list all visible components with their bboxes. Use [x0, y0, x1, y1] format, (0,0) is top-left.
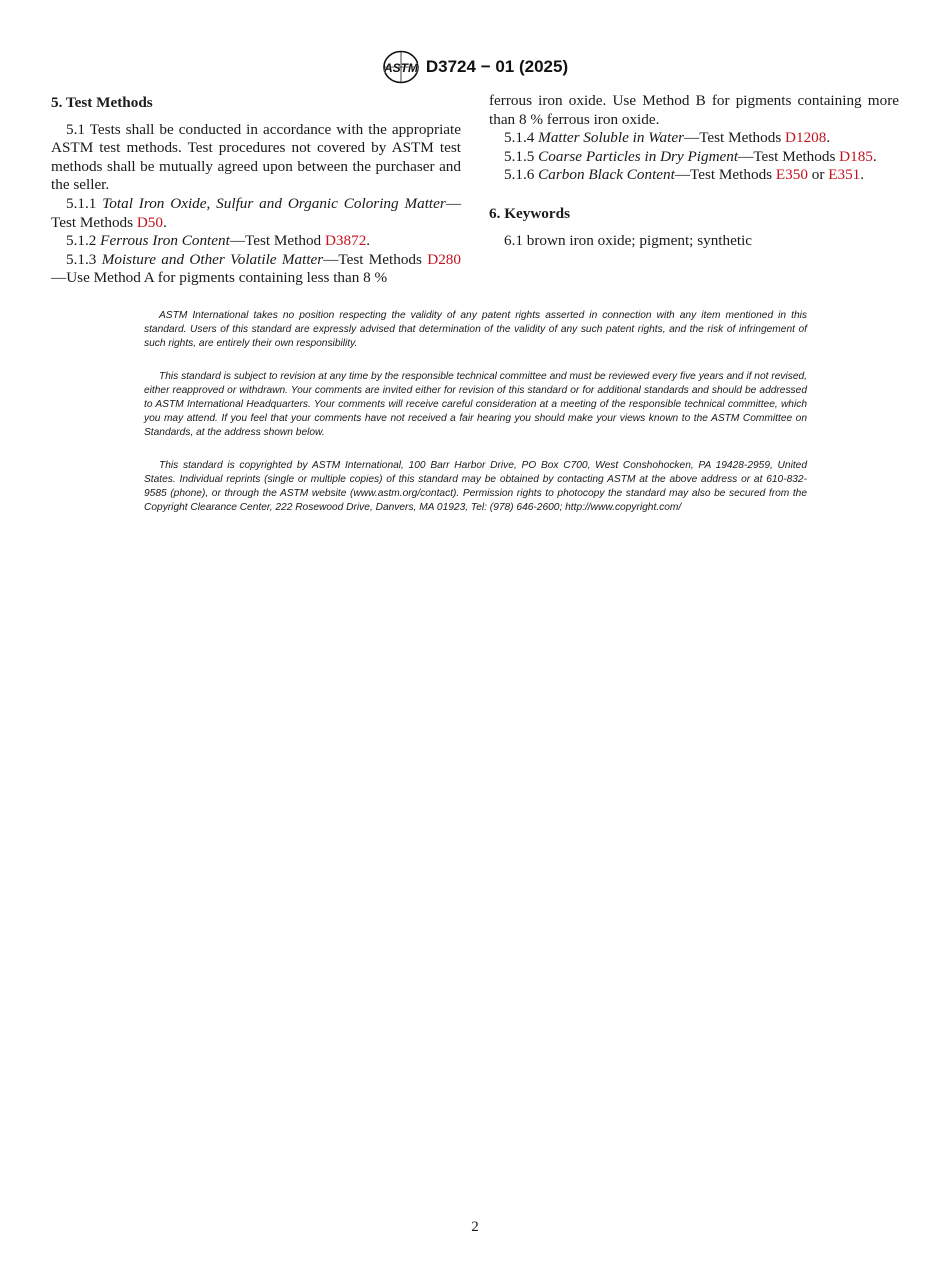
legal-notices: [144, 309, 807, 533]
link-d1208[interactable]: D1208: [785, 129, 827, 147]
paragraph-title: Carbon Black Content: [538, 166, 675, 184]
paragraph-5-1-3: 5.1.3 Moisture and Other Volatile Matter—Test Methods D280—Use Method A for pigments containing less than 8 %: [51, 250, 461, 287]
page-header: [0, 49, 950, 85]
paragraph-title: Total Iron Oxide, Sulfur and Organic Coloring Matter: [102, 194, 446, 212]
link-d50[interactable]: D50: [136, 213, 163, 231]
section-6-heading: 6. Keywords: [489, 204, 570, 222]
link-d3872[interactable]: D3872: [324, 232, 367, 250]
paragraph-6-1: 6.1 brown iron oxide; pigment; synthetic: [504, 231, 753, 249]
paragraph-5-1-6: 5.1.6 Carbon Black Content—Test Methods E350 or E351.: [504, 166, 865, 184]
revision-notice: This standard is subject to revision at any time by the responsible technical committee and must be reviewed every five years and if not revised, either reapproved or withdrawn. Your comments are invited either for revision of this standard or for additional standards and should be addressed to ASTM International Headquarters. Your comments will receive careful consideration at a meeting of the responsible technical committee, which you may attend. If you feel that your comments have not received a fair hearing you should make your views known to the ASTM Committee on Standards, at the address shown below.: [144, 370, 807, 439]
patent-notice: ASTM International takes no position respecting the validity of any patent rights asserted in connection with any item mentioned in this standard. Users of this standard are expressly advised that determination of the validity of any such patent rights, and the risk of infringement of such rights, are entirely their own responsibility.: [144, 310, 807, 350]
link-d280[interactable]: D280: [427, 250, 461, 268]
paragraph-5-1-5: 5.1.5 Coarse Particles in Dry Pigment—Test Methods D185.: [504, 147, 877, 165]
left-column: [51, 92, 461, 288]
paragraph-title: Coarse Particles in Dry Pigment: [538, 147, 739, 165]
paragraph-5-1-2: 5.1.2 Ferrous Iron Content—Test Method D3872.: [66, 232, 371, 250]
link-e351[interactable]: E351: [828, 166, 861, 184]
astm-logo-icon: [382, 50, 420, 84]
paragraph-5-1-4: 5.1.4 Matter Soluble in Water—Test Methods D1208.: [504, 129, 831, 147]
link-e350[interactable]: E350: [775, 166, 808, 184]
paragraph-5-1: 5.1 Tests shall be conducted in accordance with the appropriate ASTM test methods. Test procedures not covered by ASTM test methods shall be mutually agreed upon between the purchaser and the seller.: [51, 120, 461, 194]
paragraph-title: Ferrous Iron Content: [100, 232, 230, 250]
paragraph-5-1-1: 5.1.1 Total Iron Oxide, Sulfur and Organic Coloring Matter—Test Methods D50.: [51, 194, 461, 231]
document-designation: D3724 − 01 (2025): [425, 57, 569, 76]
svg-text:ASTM: ASTM: [383, 61, 418, 75]
paragraph-title: Matter Soluble in Water: [538, 129, 684, 147]
paragraph-5-1-3-continued: ferrous iron oxide. Use Method B for pigments containing more than 8 % ferrous iron oxide.: [489, 92, 899, 128]
copyright-notice: This standard is copyrighted by ASTM International, 100 Barr Harbor Drive, PO Box C700, West Conshohocken, PA 19428-2959, United States. Individual reprints (single or multiple copies) of this standard may be obtained by contacting ASTM at the above address or at 610-832-9585 (phone), or through the ASTM website (www.astm.org/contact). Permission rights to photocopy the standard may also be secured from the Copyright Clearance Center, 222 Rosewood Drive, Danvers, MA 01923, Tel: (978) 646-2600; http://www.copyright.com/: [144, 459, 807, 514]
paragraph-title: Moisture and Other Volatile Matter: [101, 250, 324, 268]
section-5-heading: 5. Test Methods: [51, 94, 153, 111]
right-column: [489, 92, 899, 250]
link-d185[interactable]: D185: [839, 147, 873, 165]
page-number: 2: [471, 1219, 479, 1235]
